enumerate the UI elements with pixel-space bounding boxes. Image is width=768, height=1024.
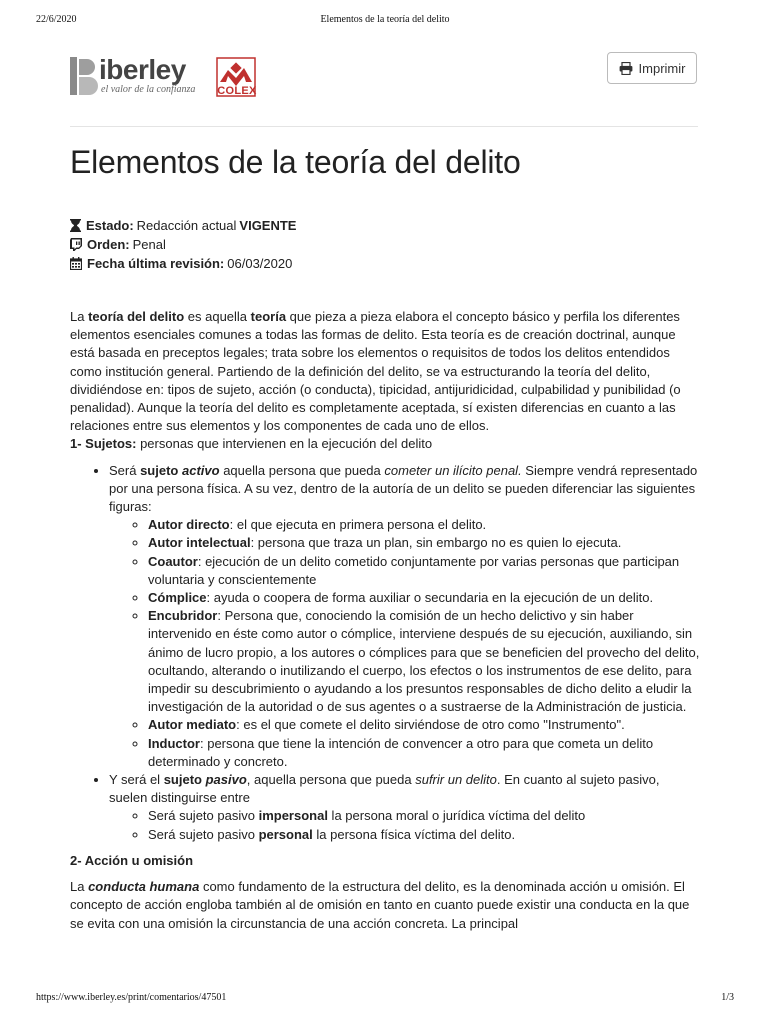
orden-value: Penal <box>132 237 166 252</box>
accion-heading: 2- Acción u omisión <box>70 852 194 868</box>
list-item: ◦ Encubridor: Persona que, conociendo la comisión de un hecho delictivo y sin haber intervenido en éste como autor o cómplice, interviene después de su ejecución, auxiliando, sin ánimo de lucro propio, a los autores o cómplices para que se beneficien del provecho del delito, ocultando, alterando o inutilizando el cuerpo, los efectos o los instrumentos de ese delito, para impedir su descubrimiento o ayudando a los presuntos responsables de dicho delito a eludir la investigación de la autoridad o de sus agentes o a sustraerse de la Administración de justicia. <box>148 607 700 716</box>
list-item: ◦ Será sujeto pasivo personal la persona física víctima del delito. <box>148 826 700 844</box>
estado-label: Estado: <box>86 218 134 233</box>
print-header <box>36 14 734 30</box>
print-button[interactable] <box>607 52 697 84</box>
list-item: ◦ Autor mediato: es el que comete el delito sirviéndose de otro como "Instrumento". <box>148 716 700 734</box>
page-title: Elementos de la teoría del delito <box>70 144 521 180</box>
list-item: ◦ Cómplice: ayuda o coopera de forma auxiliar o secundaria en la ejecución de un delito. <box>148 589 700 607</box>
intro-paragraph: La teoría del delito es aquella teoría que pieza a pieza elabora el concepto básico y perfila los diferentes elementos esenciales comunes a todas las formas de delito. Esta teoría es de creación doctrinal, aunque está basada en preceptos legales; trata sobre los elementos o requisitos de todos los delitos entendidos como institución general. Partiendo de la definición del delito, se va estructurando la teoría del delito, dividiéndose en: tipos de sujeto, acción (o conducta), tipicidad, antijuridicidad, culpabilidad y punibilidad (o penalidad). Aunque la teoría del delito es completamente aceptada, sí existen diferencias en cuanto a las relaciones entre sus elementos y los componentes de cada uno de ellos. <box>70 309 681 434</box>
print-date: 22/6/2020 <box>36 14 77 25</box>
page-number: 1/3 <box>721 992 734 1003</box>
article-body <box>70 308 700 933</box>
meta-estado <box>70 216 296 235</box>
meta-orden <box>70 235 296 254</box>
print-button-label: Imprimir <box>638 60 686 76</box>
sujetos-paragraph: 1- Sujetos: personas que intervienen en la ejecución del delito <box>70 436 433 452</box>
sujetos-list <box>70 462 700 844</box>
estado-value: Redacción actual <box>136 218 237 233</box>
logo-wordmark: iberley <box>99 54 186 85</box>
pasivo-list <box>109 807 700 843</box>
iberley-b-mark-icon <box>70 57 100 95</box>
orden-label: Orden: <box>87 237 130 252</box>
meta-fecha <box>70 254 296 273</box>
print-url: https://www.iberley.es/print/comentarios/47501 <box>36 992 227 1003</box>
print-footer <box>36 992 734 1006</box>
header-divider <box>70 126 698 127</box>
hourglass-icon <box>70 219 81 232</box>
fecha-value: 06/03/2020 <box>227 256 293 271</box>
calendar-icon <box>70 257 82 270</box>
accion-paragraph: La conducta humana como fundamento de la estructura del delito, es la denominada acción u omisión. El concepto de acción engloba también al de omisión en tanto en cuanto puede existir una conducta en la que se evita con una omisión la circunstancia de una acción concreta. La principal <box>70 879 690 931</box>
list-item-sujeto-activo: • Será sujeto activo aquella persona que pueda cometer un ilícito penal. Siempre vendrá representado por una persona física. A su vez, dentro de la autoría de un delito se pueden diferenciar las siguientes figuras: ◦ Autor directo: el que ejecuta en primera persona el delito. ◦ Autor intelectual: persona que traza un plan, sin embargo no es quien lo ejecuta. ◦ Coautor: ejecución de un delito cometido conjuntamente por varias personas que participan voluntaria y conscientemente ◦ Cómplice: ayuda o coopera de forma auxiliar o secundaria en la ejecución de un delito. ◦ Encubridor: Persona que, conociendo la comisión de un hecho delictivo y sin haber intervenido en éste como autor o cómplice, interviene después de su ejecución, auxiliando, sin ánimo de lucro propio, a los autores o cómplices para que se beneficien del provecho del delito, ocultando, alterando o inutilizando el cuerpo, los efectos o los instrumentos de ese delito, para impedir su descubrimiento o ayudando a los presuntos responsables de dicho delito a eludir la investigación de la autoridad o de sus agentes o a sustraerse de la Administración de justicia. ◦ Autor mediato: es el que comete el delito sirviéndose de otro como "Instrumento". ◦ Inductor: persona que tiene la intención de convencer a otro para que cometa un delito determinado y concreto. <box>109 462 700 771</box>
list-item: ◦ Autor intelectual: persona que traza un plan, sin embargo no es quien lo ejecuta. <box>148 534 700 552</box>
document-meta <box>70 216 296 273</box>
list-item: ◦ Inductor: persona que tiene la intención de convencer a otro para que cometa un delito determinado y concreto. <box>148 735 700 771</box>
list-item-sujeto-pasivo: • Y será el sujeto pasivo, aquella persona que pueda sufrir un delito. En cuanto al sujeto pasivo, suelen distinguirse entre ◦ Será sujeto pasivo impersonal la persona moral o jurídica víctima del delito ◦ Será sujeto pasivo personal la persona física víctima del delito. <box>109 771 700 844</box>
print-title: Elementos de la teoría del delito <box>320 14 450 25</box>
printer-icon <box>619 62 633 75</box>
fecha-label: Fecha última revisión: <box>87 256 225 271</box>
list-item: ◦ Coautor: ejecución de un delito cometido conjuntamente por varias personas que participan voluntaria y conscientemente <box>148 553 700 589</box>
iberley-logo[interactable] <box>70 56 260 100</box>
list-item: ◦ Autor directo: el que ejecuta en primera persona el delito. <box>148 516 700 534</box>
logo-tagline: el valor de la confianza <box>101 84 196 95</box>
twitch-icon <box>70 238 82 251</box>
sujetos-heading: 1- Sujetos: <box>70 436 137 452</box>
estado-status: VIGENTE <box>239 218 297 233</box>
figuras-list <box>109 516 700 771</box>
list-item: ◦ Será sujeto pasivo impersonal la persona moral o jurídica víctima del delito <box>148 807 700 825</box>
colex-label: COLEX <box>217 85 257 97</box>
